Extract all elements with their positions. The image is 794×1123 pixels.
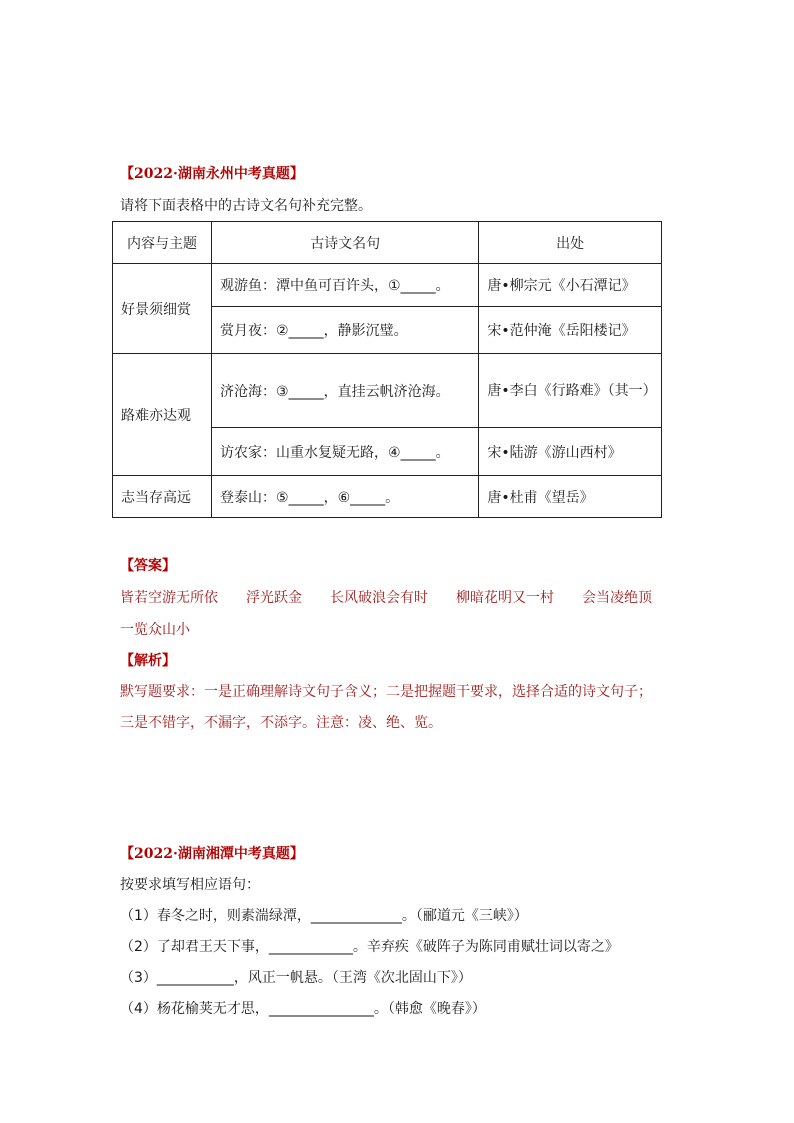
q2-source-tag: 【2022·湖南湘潭中考真题】 [120,846,304,862]
q2-item: （1）春冬之时，则素湍绿潭，_____________。（郦道元《三峡》） [120,908,528,924]
theme-cell: 志当存高远 [113,476,212,518]
q2-item: （2）了却君王天下事，____________。辛弃疾《破阵子为陈同甫赋壮词以寄之》 [120,939,619,955]
source-cell: 宋•范仲淹《岳阳楼记》 [479,307,662,354]
q1-instruction: 请将下面表格中的古诗文名句补充完整。 [120,198,372,214]
verse-cell: 赏月夜：②_____，静影沉璧。 [212,307,479,354]
theme-cell: 好景须细赏 [113,264,212,354]
source-cell: 唐•柳宗元《小石潭记》 [479,264,662,307]
analysis-line-1: 默写题要求：一是正确理解诗文句子含义；二是把握题干要求，选择合适的诗文句子； [120,684,652,700]
verse-cell: 济沧海：③_____，直挂云帆济沧海。 [212,354,479,428]
source-cell: 唐•杜甫《望岳》 [479,476,662,518]
verse-cell: 观游鱼：潭中鱼可百许头，①_____。 [212,264,479,307]
answer-label: 【答案】 [120,558,176,574]
table-row [113,476,662,518]
theme-cell: 路难亦达观 [113,354,212,476]
header-theme: 内容与主题 [113,222,212,264]
table-row [113,354,662,428]
answer-line-1: 皆若空游无所依 浮光跃金 长风破浪会有时 柳暗花明又一村 会当凌绝顶 [120,590,652,606]
source-cell: 唐•李白《行路难》（其一） [479,354,662,428]
table-row [113,264,662,307]
poem-table [112,221,662,518]
q2-item: （3）___________，风正一帆悬。（王湾《次北固山下》） [120,970,472,986]
source-cell: 宋•陆游《游山西村》 [479,428,662,476]
header-source: 出处 [479,222,662,264]
table-header-row [113,222,662,264]
analysis-line-2: 三是不错字，不漏字，不添字。注意：凌、绝、览。 [120,715,442,731]
analysis-label: 【解析】 [120,653,176,669]
q1-source-tag: 【2022·湖南永州中考真题】 [120,166,304,182]
header-verse: 古诗文名句 [212,222,479,264]
q2-item: （4）杨花榆荚无才思，_______________。（韩愈《晚春》） [120,1001,486,1017]
answer-line-2: 一览众山小 [120,622,190,638]
q2-instruction: 按要求填写相应语句： [120,877,260,893]
verse-cell: 访农家：山重水复疑无路，④_____。 [212,428,479,476]
verse-cell: 登泰山：⑤_____，⑥_____。 [212,476,479,518]
